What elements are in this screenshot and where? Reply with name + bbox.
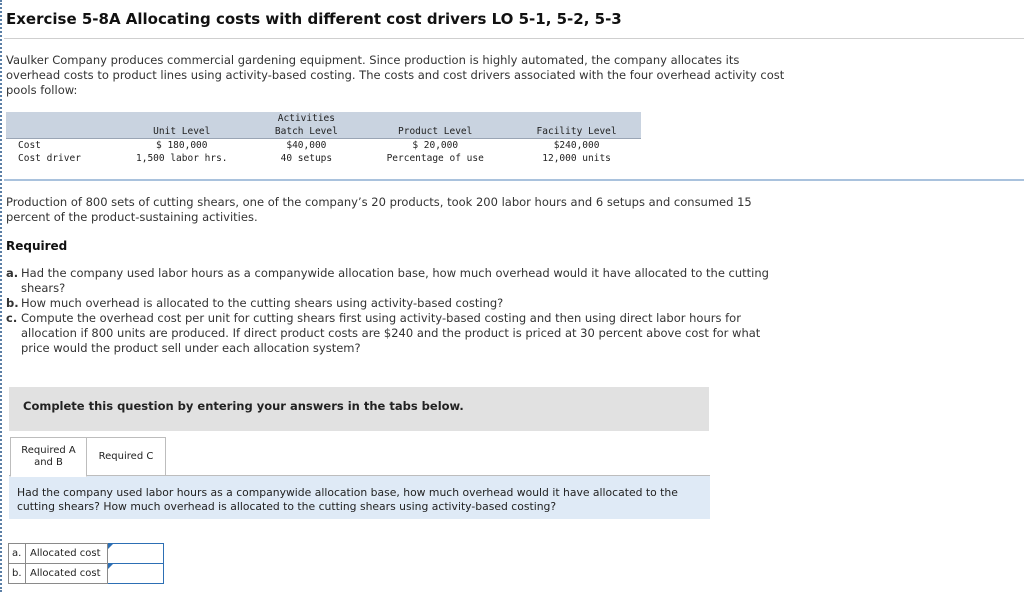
allocated-cost-a-input-cell [108,544,164,564]
table-cell: Percentage of use [386,153,484,164]
answer-row-b [9,564,164,584]
complete-prompt: Complete this question by entering your answers in the tabs below. [23,399,464,413]
activities-table [6,112,641,165]
requirement-text: Compute the overhead cost per unit for cutting shears first using activity-based costing and then using direct labor hours for allocation if 800 units are produced. If direct product costs are $240 and the product is priced at 30 percent above cost for what price would the product sell under each allocation system? [21,311,761,355]
allocated-cost-a-input[interactable] [108,544,163,563]
activities-header-row [6,125,641,139]
input-corner-marker [108,564,113,569]
input-corner-marker [108,544,113,549]
table-row [6,139,641,153]
title-divider [4,38,1024,39]
table-cell: 1,500 labor hrs. [136,153,228,164]
intro-paragraph: Vaulker Company produces commercial gardening equipment. Since production is highly automated, the company allocates its overhead costs to product lines using activity-based costing. The costs and cost drivers associated with the four overhead activity cost pools follow: [6,53,785,97]
tab-label: and B [34,457,63,468]
section-divider [4,179,1024,181]
exercise-title: Exercise 5-8A Allocating costs with different cost drivers LO 5-1, 5-2, 5-3 [6,10,622,28]
table-cell: 12,000 units [542,153,611,164]
table-cell: $40,000 [286,140,327,151]
table-cell: $ 180,000 [156,140,208,151]
table-cell: $240,000 [553,140,600,151]
complete-prompt-box [9,387,709,431]
answer-label: Allocated cost [26,564,108,584]
requirement-letter: a. [6,266,19,280]
requirement-c [6,311,786,356]
answer-table [8,543,164,584]
production-paragraph: Production of 800 sets of cutting shears, one of the company’s 20 products, took 200 labor hours and 6 setups and consumed 15 percent of the product-sustaining activities. [6,195,752,224]
answer-row-a [9,544,164,564]
requirement-letter: b. [6,296,19,310]
requirement-b [6,296,786,311]
table-row [6,152,641,165]
tab-question-box [9,476,710,519]
requirement-letter: c. [6,311,18,325]
answer-label: Allocated cost [26,544,108,564]
required-heading: Required [6,239,68,253]
table-cell: $ 20,000 [412,140,459,151]
column-header: Facility Level [512,125,641,139]
row-label: Cost [18,140,41,151]
requirement-text: How much overhead is allocated to the cutting shears using activity-based costing? [21,296,504,310]
tab-label: Required A [21,445,76,456]
allocated-cost-b-input[interactable] [108,564,163,583]
row-label: Cost driver [18,153,81,164]
column-header: Batch Level [255,125,359,139]
column-header: Unit Level [109,125,255,139]
tab-required-c[interactable] [86,437,166,477]
requirement-a [6,266,786,296]
activities-banner-row [6,112,641,125]
column-header: Product Level [358,125,512,139]
tab-required-a-and-b[interactable] [10,437,87,477]
tab-label: Required C [98,451,154,462]
table-cell: 40 setups [280,153,333,164]
requirement-text: Had the company used labor hours as a companywide allocation base, how much overhead would it have allocated to the cutting shears? [21,266,769,295]
left-border [0,0,2,592]
answer-letter: a. [9,544,26,564]
answer-letter: b. [9,564,26,584]
activities-banner: Activities [255,112,359,125]
requirements-list [6,266,786,356]
tab-question: Had the company used labor hours as a companywide allocation base, how much overhead would it have allocated to the cutting shears? How much overhead is allocated to the cutting shears using activity-based costing? [17,486,678,513]
allocated-cost-b-input-cell [108,564,164,584]
